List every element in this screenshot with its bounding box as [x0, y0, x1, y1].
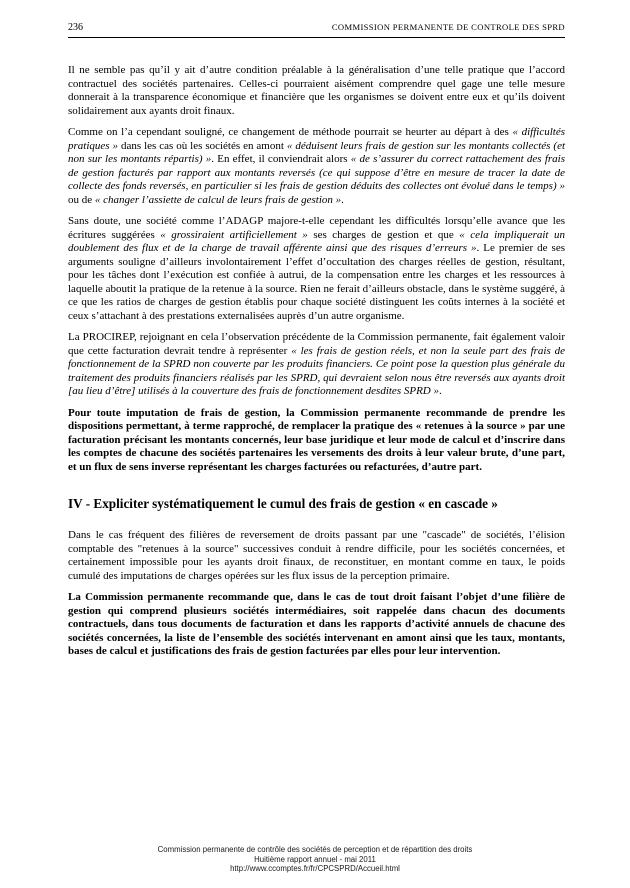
text-run: « difficultés pratiques » — [68, 126, 565, 152]
footer-publisher: Commission permanente de contrôle des sociétés de perception et de répartition des droits — [157, 845, 473, 855]
paragraph — [68, 591, 565, 659]
page-footer — [0, 845, 630, 874]
text-run: . — [438, 385, 442, 397]
text-run: ses charges de gestion et que — [307, 228, 460, 241]
text-run: IV - Expliciter systématiquement le cumul des frais de gestion « en cascade » — [68, 496, 498, 511]
text-run: Sans doute, une société comme l’ADAGP majore-t-elle cependant les difficultés lorsqu’elle avance que les écritures suggérées — [68, 215, 565, 241]
paragraph — [68, 126, 565, 207]
section-heading — [68, 494, 565, 513]
document-body — [68, 64, 565, 667]
paragraph — [68, 64, 565, 118]
text-run: « les frais de gestion réels, et non la seule part des frais de fonctionnement de la SPRD non couverte par les produits financiers. Ce point pose la question plus générale du traitement des produits financiers réalisés par les SPRD, qui devraient selon nous être reversés aux ayants droit [au lieu d’être] utilisés à la couverture des frais de fonctionnement desdites SPRD » — [68, 344, 566, 397]
text-run: « déduisent leurs frais de gestion sur les montants collectés (et non sur les montants répartis) » — [68, 139, 566, 165]
text-run: Pour toute imputation de frais de gestion, la Commission permanente recommande de prendre les dispositions permettant, à terme rapproché, de remplacer la pratique des « retenues à la source » par une facturation précisant les montants concernés, leur base juridique et leur mode de calcul et d’inscrire dans les comptes de chacune des sociétés partenaires les versements des droits à leur valeur brute, d’une part, et un flux de sens inverse représentant les charges facturées ou refacturées, d’autre part. — [68, 406, 565, 473]
text-run: dans les cas où les sociétés en amont — [118, 139, 287, 152]
text-run: . En effet, il conviendrait alors — [211, 153, 351, 165]
text-run: . — [341, 193, 344, 206]
text-run: « de s’assurer du correct rattachement des frais de gestion facturés par rapport aux montants reversés (ce qui suppose d’être en mesure de tracer la date de collecte des fonds reversés, en particulier si les frais de gestion déduits des collectes ont évolué dans le temps) » — [68, 153, 565, 192]
text-run: « grossiraient artificiellement » — [160, 228, 308, 241]
page-header — [68, 22, 565, 38]
footer-url: http://www.ccomptes.fr/fr/CPCSPRD/Accueil.html — [230, 864, 400, 874]
running-header-title: COMMISSION PERMANENTE DE CONTROLE DES SPRD — [331, 22, 565, 32]
text-run: « changer l’assiette de calcul de leurs frais de gestion » — [94, 193, 342, 206]
text-run: . Le premier de ses arguments souligne d’ailleurs involontairement l’effet d’occultation des charges réelles de gestion, résultant, pour les tâches dont l’exécution est confiée à autrui, de la compensation entre les charges et les ressources à laquelle aboutit la pratique de la retenue à la source. Rien ne ferait d’ailleurs obstacle, dans le système suggéré, à ce que les ratios de charges de gestion établis pour chaque société distinguent les coûts internes à la société et ceux s’attachant à des prestations externalisées auprès d’un autre organisme. — [68, 242, 565, 322]
text-run: « cela impliquerait un doublement des flux et de la charge de travail afférente ainsi que des risques d’erreurs » — [68, 228, 565, 254]
paragraph — [68, 331, 565, 399]
footer-report-edition: Huitième rapport annuel - mai 2011 — [254, 854, 376, 864]
paragraph — [68, 529, 565, 583]
text-run: La PROCIREP, rejoignant en cela l’observation précédente de la Commission permanente, fait également valoir que cette facturation devrait tendre à représenter — [68, 331, 565, 357]
paragraph — [68, 407, 565, 475]
page-number: 236 — [68, 22, 83, 33]
paragraph — [68, 215, 565, 323]
text-run: La Commission permanente recommande que, dans le cas de tout droit faisant l’objet d’une filière de gestion qui comprend plusieurs sociétés intermédiaires, soit rappelée dans chacun des documents contractuels, dans tous documents de facturation et dans les rapports d’activité annuels de chacune des sociétés concernées, la liste de l’ensemble des sociétés intervenant en amont ainsi que les taux, montants, bases de calcul et justifications des frais de gestion facturées par elles pour leur intervention. — [68, 591, 565, 657]
text-run: ou de — [68, 193, 95, 206]
text-run: Comme on l’a cependant souligné, ce changement de méthode pourrait se heurter au départ à des — [68, 126, 513, 138]
text-run: Dans le cas fréquent des filières de reversement de droits passant par une "cascade" de sociétés, l’élision comptable des "retenues à la source" successives conduit à rendre difficile, pour les sociétés concernées, et certainement impossible pour les ayants droit finaux, de reconstituer, en montant comme en taux, le poids cumulé des imputations de charges opérées sur les flux issus de la perception primaire. — [68, 529, 565, 582]
text-run: Il ne semble pas qu’il y ait d’autre condition préalable à la généralisation d’une telle pratique que l’accord contractuel des sociétés partenaires. Celles-ci pourraient aisément comprendre quel gage une telle mesure donnerait à la transparence économique et financière que les organismes se doivent entre eux et qu’ils doivent solidairement aux ayants droit finaux. — [68, 64, 565, 117]
